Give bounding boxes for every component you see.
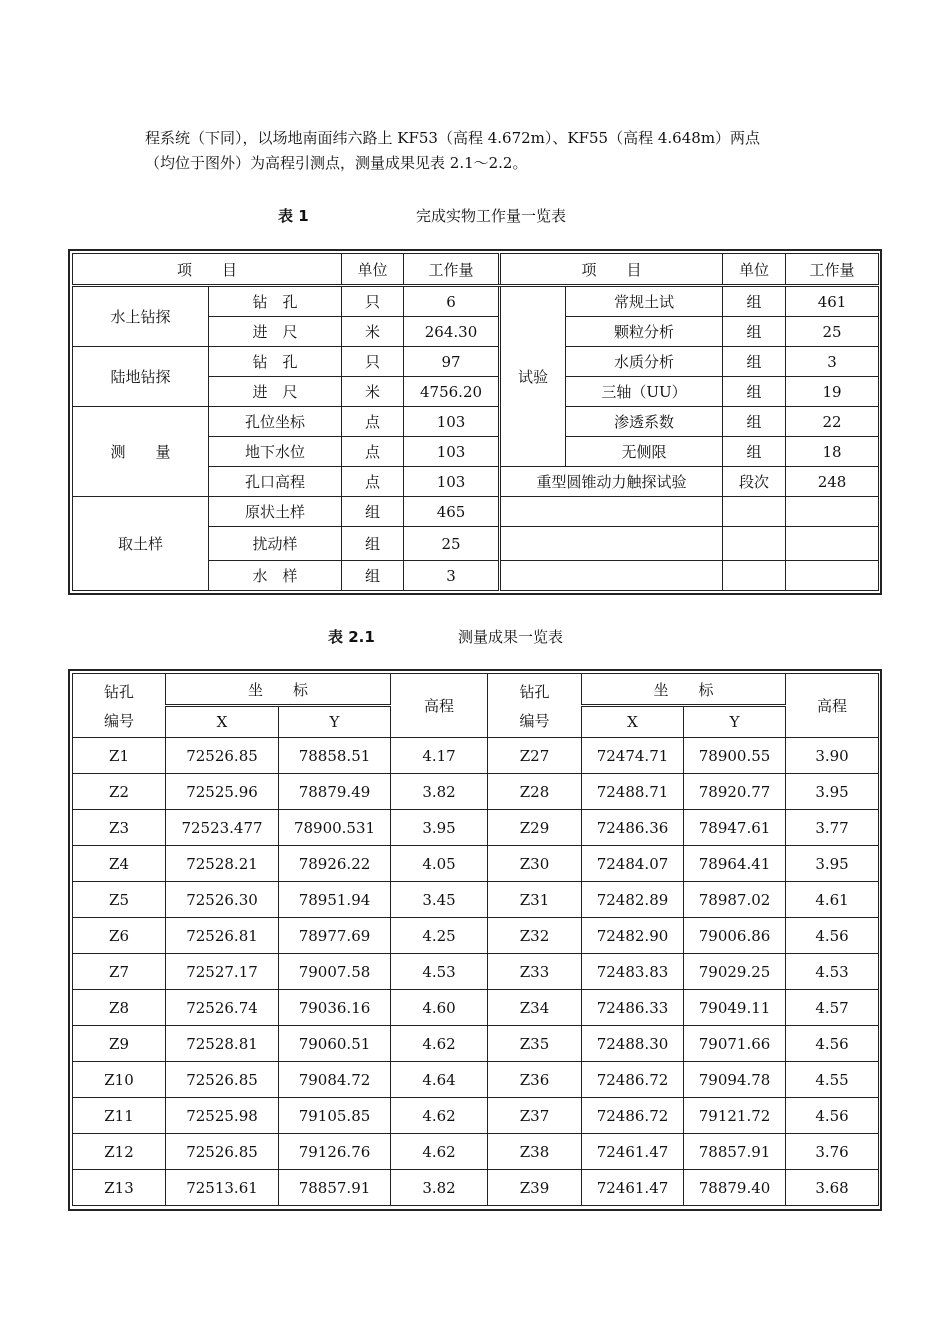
item-qty: 19 [786, 377, 879, 407]
item-unit: 组 [723, 286, 786, 317]
header-x: X [166, 706, 279, 738]
table2-caption-title: 测量成果一览表 [458, 628, 564, 646]
table-row [73, 810, 879, 846]
table1-caption [278, 205, 567, 226]
elevation: 4.61 [786, 882, 879, 918]
coord-x: 72474.71 [582, 738, 684, 774]
elevation: 3.45 [391, 882, 488, 918]
coord-x: 72526.85 [166, 1134, 279, 1170]
item-name: 孔口高程 [209, 467, 342, 497]
item-name: 三轴（UU） [566, 377, 723, 407]
hole-id: Z37 [488, 1098, 582, 1134]
item-name: 地下水位 [209, 437, 342, 467]
item-qty: 248 [786, 467, 879, 497]
coord-y: 78879.49 [279, 774, 391, 810]
item-name: 常规土试 [566, 286, 723, 317]
empty-cell [500, 527, 723, 561]
hole-id: Z11 [73, 1098, 166, 1134]
header-coord: 坐 标 [582, 674, 786, 706]
coord-x: 72486.72 [582, 1062, 684, 1098]
item-unit: 点 [342, 407, 404, 437]
group-label: 水上钻探 [73, 286, 209, 347]
item-name: 渗透系数 [566, 407, 723, 437]
header-hole-line1: 钻孔 [519, 682, 550, 701]
coord-x: 72461.47 [582, 1134, 684, 1170]
elevation: 3.82 [391, 1170, 488, 1206]
elevation: 4.56 [786, 1026, 879, 1062]
coord-y: 79105.85 [279, 1098, 391, 1134]
hole-id: Z33 [488, 954, 582, 990]
header-y: Y [684, 706, 786, 738]
coord-y: 79007.58 [279, 954, 391, 990]
coord-x: 72486.33 [582, 990, 684, 1026]
table-row [73, 497, 879, 527]
elevation: 3.95 [786, 774, 879, 810]
item-unit: 组 [342, 561, 404, 591]
coord-y: 78977.69 [279, 918, 391, 954]
header-unit: 单位 [342, 254, 404, 286]
elevation: 4.17 [391, 738, 488, 774]
coord-y: 78947.61 [684, 810, 786, 846]
elevation: 3.82 [391, 774, 488, 810]
coord-y: 78879.40 [684, 1170, 786, 1206]
table-header-row [73, 674, 879, 706]
hole-id: Z32 [488, 918, 582, 954]
table-row [73, 1026, 879, 1062]
table-row [73, 846, 879, 882]
item-unit: 组 [723, 437, 786, 467]
item-unit: 点 [342, 467, 404, 497]
coord-x: 72488.71 [582, 774, 684, 810]
hole-id: Z2 [73, 774, 166, 810]
elevation: 4.62 [391, 1134, 488, 1170]
group-label: 试验 [500, 286, 566, 467]
table2-caption [328, 626, 564, 647]
item-name: 无侧限 [566, 437, 723, 467]
item-unit: 段次 [723, 467, 786, 497]
coord-y: 79071.66 [684, 1026, 786, 1062]
table-row [73, 1134, 879, 1170]
coord-y: 79049.11 [684, 990, 786, 1026]
hole-id: Z35 [488, 1026, 582, 1062]
elevation: 4.55 [786, 1062, 879, 1098]
hole-id: Z29 [488, 810, 582, 846]
elevation: 3.77 [786, 810, 879, 846]
table-row [73, 347, 879, 377]
item-qty: 3 [404, 561, 500, 591]
empty-cell [723, 527, 786, 561]
hole-id: Z31 [488, 882, 582, 918]
item-qty: 103 [404, 467, 500, 497]
elevation: 4.57 [786, 990, 879, 1026]
coord-y: 78951.94 [279, 882, 391, 918]
hole-id: Z4 [73, 846, 166, 882]
hole-id: Z13 [73, 1170, 166, 1206]
coord-x: 72528.21 [166, 846, 279, 882]
coord-x: 72461.47 [582, 1170, 684, 1206]
elevation: 4.62 [391, 1026, 488, 1062]
hole-id: Z8 [73, 990, 166, 1026]
coord-x: 72513.61 [166, 1170, 279, 1206]
hole-id: Z5 [73, 882, 166, 918]
item-qty: 103 [404, 437, 500, 467]
header-item: 项 目 [500, 254, 723, 286]
header-hole-line1: 钻孔 [103, 682, 134, 701]
group-label: 陆地钻探 [73, 347, 209, 407]
coord-y: 79121.72 [684, 1098, 786, 1134]
table-row [73, 1062, 879, 1098]
elevation: 3.95 [391, 810, 488, 846]
item-qty: 264.30 [404, 317, 500, 347]
empty-cell [500, 561, 723, 591]
elevation: 4.60 [391, 990, 488, 1026]
table-row [73, 1170, 879, 1206]
hole-id: Z27 [488, 738, 582, 774]
table-row [73, 882, 879, 918]
elevation: 3.76 [786, 1134, 879, 1170]
coord-x: 72527.17 [166, 954, 279, 990]
coord-x: 72526.81 [166, 918, 279, 954]
coord-x: 72525.98 [166, 1098, 279, 1134]
coord-x: 72526.30 [166, 882, 279, 918]
coord-x: 72526.85 [166, 1062, 279, 1098]
elevation: 4.56 [786, 918, 879, 954]
table-row [73, 918, 879, 954]
empty-cell [500, 497, 723, 527]
header-qty: 工作量 [404, 254, 500, 286]
header-hole-number [488, 674, 582, 738]
item-unit: 组 [723, 347, 786, 377]
coord-x: 72528.81 [166, 1026, 279, 1062]
hole-id: Z10 [73, 1062, 166, 1098]
item-qty: 18 [786, 437, 879, 467]
item-qty: 103 [404, 407, 500, 437]
item-name: 钻 孔 [209, 286, 342, 317]
item-unit: 组 [723, 407, 786, 437]
table1-caption-number: 表 1 [278, 207, 309, 225]
group-label: 测 量 [73, 407, 209, 497]
coord-x: 72526.74 [166, 990, 279, 1026]
item-unit: 组 [342, 497, 404, 527]
table-row [73, 774, 879, 810]
table-row [73, 1098, 879, 1134]
coord-y: 78964.41 [684, 846, 786, 882]
elevation: 4.53 [786, 954, 879, 990]
coord-x: 72526.85 [166, 738, 279, 774]
item-qty: 465 [404, 497, 500, 527]
hole-id: Z6 [73, 918, 166, 954]
empty-cell [786, 527, 879, 561]
hole-id: Z39 [488, 1170, 582, 1206]
hole-id: Z1 [73, 738, 166, 774]
item-name: 水质分析 [566, 347, 723, 377]
item-unit: 组 [342, 527, 404, 561]
item-name: 钻 孔 [209, 347, 342, 377]
header-coord: 坐 标 [166, 674, 391, 706]
elevation: 4.56 [786, 1098, 879, 1134]
coord-y: 78857.91 [279, 1170, 391, 1206]
table-row [73, 990, 879, 1026]
coord-y: 79029.25 [684, 954, 786, 990]
hole-id: Z3 [73, 810, 166, 846]
coord-y: 78858.51 [279, 738, 391, 774]
coord-y: 79036.16 [279, 990, 391, 1026]
item-name: 重型圆锥动力触探试验 [500, 467, 723, 497]
coord-x: 72486.72 [582, 1098, 684, 1134]
empty-cell [786, 497, 879, 527]
coord-x: 72486.36 [582, 810, 684, 846]
hole-id: Z36 [488, 1062, 582, 1098]
item-name: 原状土样 [209, 497, 342, 527]
item-name: 孔位坐标 [209, 407, 342, 437]
hole-id: Z34 [488, 990, 582, 1026]
group-label: 取土样 [73, 497, 209, 591]
coord-y: 79084.72 [279, 1062, 391, 1098]
coord-x: 72525.96 [166, 774, 279, 810]
hole-id: Z30 [488, 846, 582, 882]
workload-table [72, 253, 879, 591]
coord-y: 79094.78 [684, 1062, 786, 1098]
item-unit: 米 [342, 317, 404, 347]
item-name: 水 样 [209, 561, 342, 591]
elevation: 4.05 [391, 846, 488, 882]
item-qty: 6 [404, 286, 500, 317]
coord-x: 72523.477 [166, 810, 279, 846]
item-name: 进 尺 [209, 377, 342, 407]
elevation: 4.25 [391, 918, 488, 954]
header-qty: 工作量 [786, 254, 879, 286]
coord-y: 78857.91 [684, 1134, 786, 1170]
table-header-row [73, 254, 879, 286]
coord-y: 79006.86 [684, 918, 786, 954]
coord-y: 78920.77 [684, 774, 786, 810]
item-qty: 22 [786, 407, 879, 437]
elevation: 4.53 [391, 954, 488, 990]
header-unit: 单位 [723, 254, 786, 286]
hole-id: Z28 [488, 774, 582, 810]
empty-cell [723, 497, 786, 527]
hole-id: Z7 [73, 954, 166, 990]
item-unit: 组 [723, 377, 786, 407]
table1-caption-title: 完成实物工作量一览表 [416, 207, 567, 225]
item-unit: 点 [342, 437, 404, 467]
coord-y: 79060.51 [279, 1026, 391, 1062]
empty-cell [723, 561, 786, 591]
elevation: 4.64 [391, 1062, 488, 1098]
table-row [73, 286, 879, 317]
table-row [73, 954, 879, 990]
item-unit: 只 [342, 347, 404, 377]
hole-id: Z38 [488, 1134, 582, 1170]
item-qty: 4756.20 [404, 377, 500, 407]
item-unit: 只 [342, 286, 404, 317]
item-qty: 25 [404, 527, 500, 561]
item-qty: 25 [786, 317, 879, 347]
table-row [73, 407, 879, 437]
coord-y: 78926.22 [279, 846, 391, 882]
hole-id: Z12 [73, 1134, 166, 1170]
coord-y: 78987.02 [684, 882, 786, 918]
survey-table [72, 673, 879, 1206]
coord-x: 72482.89 [582, 882, 684, 918]
item-name: 扰动样 [209, 527, 342, 561]
header-x: X [582, 706, 684, 738]
elevation: 3.68 [786, 1170, 879, 1206]
item-qty: 461 [786, 286, 879, 317]
item-qty: 3 [786, 347, 879, 377]
header-hole-line2: 编号 [519, 711, 550, 730]
header-hole-number [73, 674, 166, 738]
header-hole-line2: 编号 [103, 711, 134, 730]
intro-line-2: （均位于图外）为高程引测点，测量成果见表 2.1～2.2。 [145, 154, 528, 172]
item-qty: 97 [404, 347, 500, 377]
intro-line-1: 程系统（下同），以场地南面纬六路上 KF53（高程 4.672m）、KF55（高程 4.648m）两点 [145, 129, 761, 147]
table2-caption-number: 表 2.1 [328, 628, 375, 646]
hole-id: Z9 [73, 1026, 166, 1062]
coord-x: 72484.07 [582, 846, 684, 882]
elevation: 3.90 [786, 738, 879, 774]
coord-y: 78900.55 [684, 738, 786, 774]
elevation: 4.62 [391, 1098, 488, 1134]
header-elev: 高程 [391, 674, 488, 738]
header-item: 项 目 [73, 254, 342, 286]
item-unit: 米 [342, 377, 404, 407]
coord-x: 72488.30 [582, 1026, 684, 1062]
item-name: 进 尺 [209, 317, 342, 347]
coord-x: 72483.83 [582, 954, 684, 990]
coord-x: 72482.90 [582, 918, 684, 954]
item-unit: 组 [723, 317, 786, 347]
table-row [73, 738, 879, 774]
empty-cell [786, 561, 879, 591]
header-elev: 高程 [786, 674, 879, 738]
header-y: Y [279, 706, 391, 738]
coord-y: 78900.531 [279, 810, 391, 846]
item-name: 颗粒分析 [566, 317, 723, 347]
coord-y: 79126.76 [279, 1134, 391, 1170]
elevation: 3.95 [786, 846, 879, 882]
